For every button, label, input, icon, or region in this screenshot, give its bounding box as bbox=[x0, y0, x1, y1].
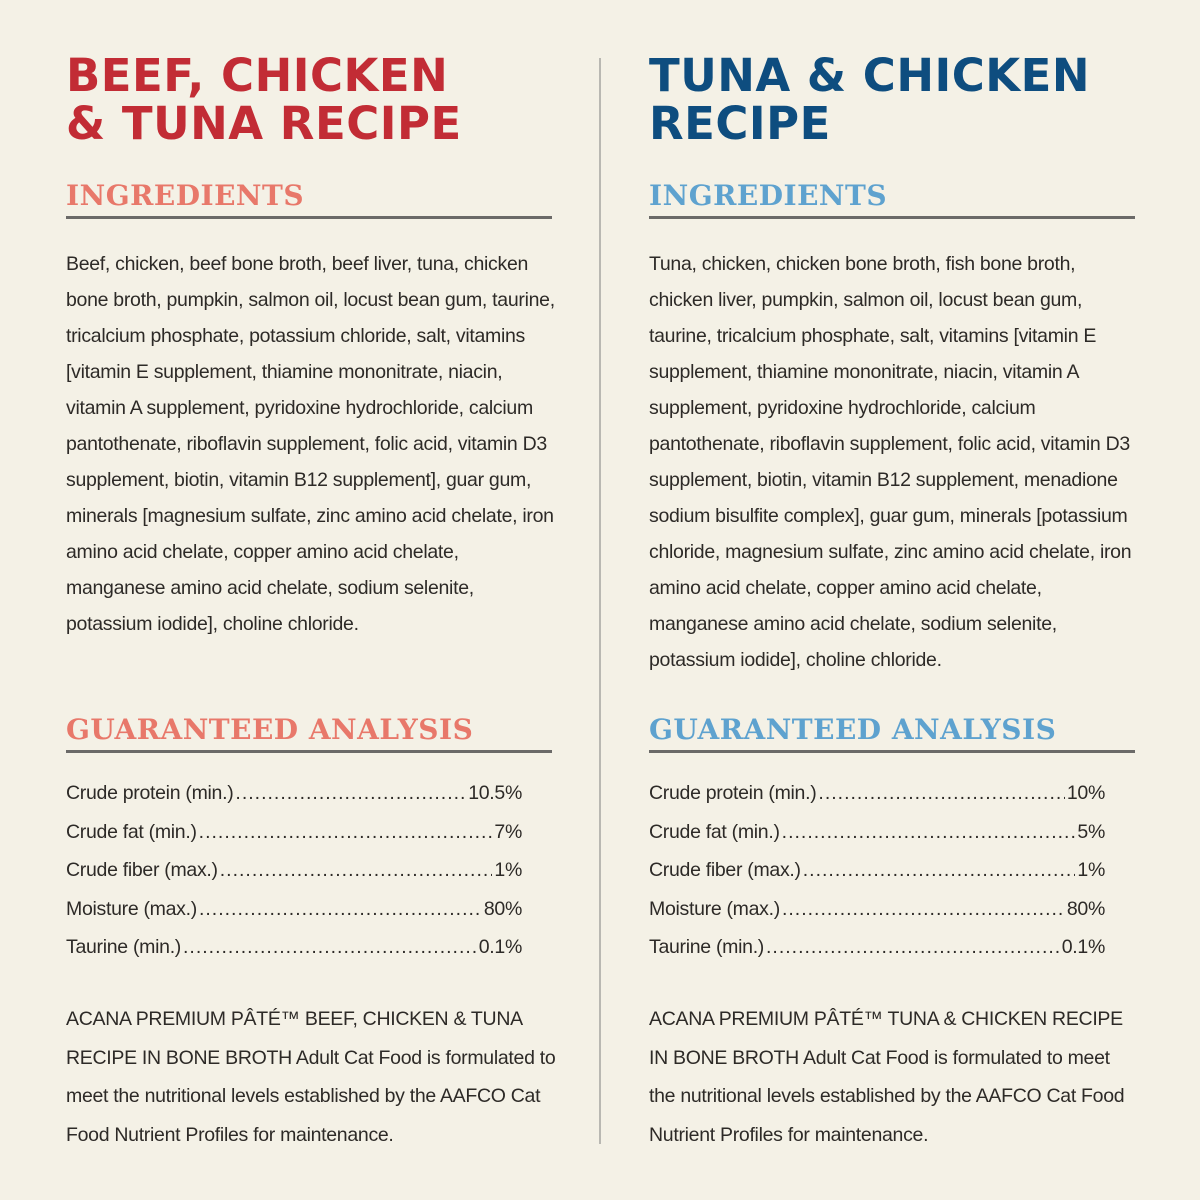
analysis-value: 1% bbox=[1077, 859, 1105, 881]
dot-leader bbox=[183, 936, 477, 959]
analysis-label: Crude fiber (max.) bbox=[649, 859, 801, 881]
analysis-label: Crude fiber (max.) bbox=[66, 859, 218, 881]
ingredients-heading: INGREDIENTS bbox=[649, 180, 1135, 219]
analysis-label: Crude fat (min.) bbox=[66, 820, 197, 843]
analysis-value: 10.5% bbox=[468, 782, 522, 804]
analysis-row bbox=[649, 859, 1105, 898]
analysis-row bbox=[66, 821, 522, 860]
analysis-row bbox=[66, 898, 522, 937]
analysis-list bbox=[649, 782, 1105, 975]
aafco-statement: ACANA PREMIUM PÂTÉ™ TUNA & CHICKEN RECIPE IN BONE BROTH Adult Cat Food is formulated to meet the nutritional levels established by the AAFCO Cat Food Nutrient Profiles for maintenance. bbox=[649, 1008, 1125, 1146]
analysis-value: 0.1% bbox=[1061, 936, 1105, 958]
analysis-row bbox=[66, 859, 522, 898]
analysis-value: 1% bbox=[494, 859, 522, 881]
aafco-statement: ACANA PREMIUM PÂTÉ™ BEEF, CHICKEN & TUNA RECIPE IN BONE BROTH Adult Cat Food is formulated to meet the nutritional levels established by the AAFCO Cat Food Nutrient Profiles for maintenance. bbox=[66, 1008, 556, 1146]
analysis-row bbox=[649, 782, 1105, 821]
analysis-label: Crude fat (min.) bbox=[649, 820, 780, 843]
analysis-label: Moisture (max.) bbox=[649, 897, 780, 920]
analysis-row bbox=[649, 898, 1105, 937]
analysis-list bbox=[66, 782, 522, 975]
analysis-row bbox=[649, 936, 1105, 975]
analysis-row bbox=[649, 821, 1105, 860]
analysis-row bbox=[66, 782, 522, 821]
analysis-value: 80% bbox=[483, 897, 522, 920]
analysis-label: Taurine (min.) bbox=[649, 936, 764, 958]
ingredients-text: Beef, chicken, beef bone broth, beef liver, tuna, chicken bone broth, pumpkin, salmon oil, locust bean gum, taurine, tricalcium phosphate, potassium chloride, salt, vitamins [vitamin E supplement, thiamine mononitrate, niacin, vitamin A supplement, pyridoxine hydrochloride, calcium pantothenate, riboflavin supplement, folic acid, vitamin D3 supplement, biotin, vitamin B12 supplement], guar gum, minerals [magnesium sulfate, zinc amino acid chelate, iron amino acid chelate, copper amino acid chelate, manganese amino acid chelate, sodium selenite, potassium iodide], choline chloride. bbox=[66, 253, 555, 635]
dot-leader bbox=[766, 936, 1060, 959]
analysis-row bbox=[66, 936, 522, 975]
dot-leader bbox=[199, 898, 482, 921]
analysis-value: 0.1% bbox=[478, 936, 522, 958]
guaranteed-analysis-heading: GUARANTEED ANALYSIS bbox=[649, 714, 1135, 753]
analysis-label: Taurine (min.) bbox=[66, 936, 181, 958]
analysis-value: 5% bbox=[1077, 820, 1105, 843]
recipe-title: TUNA & CHICKEN RECIPE bbox=[649, 49, 1091, 150]
dot-leader bbox=[818, 782, 1064, 805]
analysis-value: 7% bbox=[494, 820, 522, 843]
dot-leader bbox=[199, 821, 493, 844]
column-divider bbox=[599, 58, 601, 1144]
analysis-label: Crude protein (min.) bbox=[649, 782, 817, 804]
analysis-value: 10% bbox=[1066, 782, 1105, 804]
dot-leader bbox=[220, 859, 493, 882]
dot-leader bbox=[235, 782, 466, 805]
dot-leader bbox=[782, 898, 1065, 921]
analysis-label: Crude protein (min.) bbox=[66, 782, 234, 804]
ingredients-text: Tuna, chicken, chicken bone broth, fish bone broth, chicken liver, pumpkin, salmon oil, locust bean gum, taurine, tricalcium phosphate, salt, vitamins [vitamin E supplement, thiamine mononitrate, niacin, vitamin A supplement, pyridoxine hydrochloride, calcium pantothenate, riboflavin supplement, folic acid, vitamin D3 supplement, biotin, vitamin B12 supplement, menadione sodium bisulfite complex], guar gum, minerals [potassium chloride, magnesium sulfate, zinc amino acid chelate, iron amino acid chelate, copper amino acid chelate, manganese amino acid chelate, sodium selenite, potassium iodide], choline chloride. bbox=[649, 253, 1132, 671]
dot-leader bbox=[782, 821, 1076, 844]
ingredients-heading: INGREDIENTS bbox=[66, 180, 552, 219]
analysis-value: 80% bbox=[1066, 897, 1105, 920]
dot-leader bbox=[803, 859, 1076, 882]
guaranteed-analysis-heading: GUARANTEED ANALYSIS bbox=[66, 714, 552, 753]
recipe-title: BEEF, CHICKEN & TUNA RECIPE bbox=[66, 49, 462, 150]
analysis-label: Moisture (max.) bbox=[66, 897, 197, 920]
